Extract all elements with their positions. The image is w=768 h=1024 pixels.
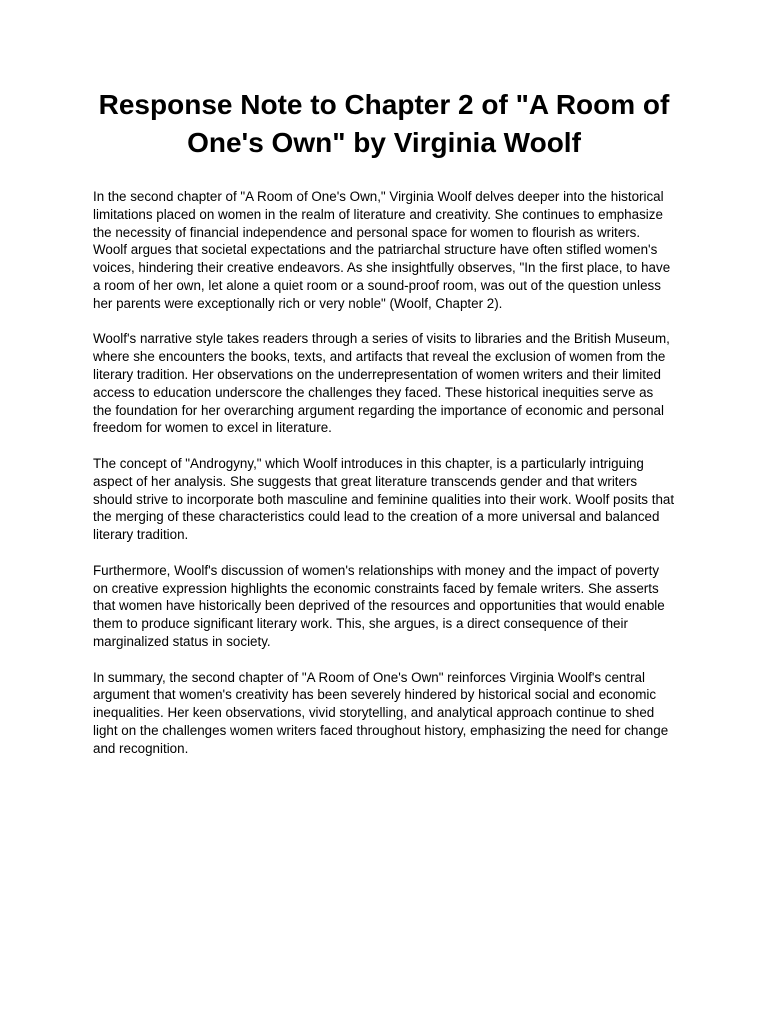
paragraph-2: Woolf's narrative style takes readers through a series of visits to libraries and the British Museum, where she encounters the books, texts, and artifacts that reveal the exclusion of women from the literary tradition. Her observations on the underrepresentation of women writers and their limited access to education underscore the challenges they faced. These historical inequities serve as the foundation for her overarching argument regarding the importance of economic and personal freedom for women to excel in literature. xyxy=(93,331,670,436)
paragraph-4: Furthermore, Woolf's discussion of women's relationships with money and the impact of poverty on creative expression highlights the economic constraints faced by female writers. She asserts that women have historically been deprived of the resources and opportunities that would enable them to produce significant literary work. This, she argues, is a direct consequence of their marginalized status in society. xyxy=(93,562,665,649)
paragraph-5: In summary, the second chapter of "A Room of One's Own" reinforces Virginia Woolf's central argument that women's creativity has been severely hindered by historical social and economic inequalities. Her keen observations, vivid storytelling, and analytical approach continue to shed light on the challenges women writers faced throughout history, emphasizing the need for change and recognition. xyxy=(93,669,669,756)
document-title: Response Note to Chapter 2 of "A Room of One's Own" by Virginia Woolf xyxy=(98,89,670,158)
paragraph-3: The concept of "Androgyny," which Woolf introduces in this chapter, is a particularly intriguing aspect of her analysis. She suggests that great literature transcends gender and that writers should strive to incorporate both masculine and feminine qualities into their work. Woolf posits that the merging of these characteristics could lead to the creation of a more universal and balanced literary tradition. xyxy=(93,455,675,543)
paragraph-1: In the second chapter of "A Room of One's Own," Virginia Woolf delves deeper into the historical limitations placed on women in the realm of literature and creativity. She continues to emphasize the necessity of financial independence and personal space for women to flourish as writers. Woolf argues that societal expectations and the patriarchal structure have often stifled women's voices, hindering their creative endeavors. As she insightfully observes, "In the first place, to have a room of her own, let alone a quiet room or a sound-proof room, was out of the question unless her parents were exceptionally rich or very noble" (Woolf, Chapter 2). xyxy=(93,189,671,311)
